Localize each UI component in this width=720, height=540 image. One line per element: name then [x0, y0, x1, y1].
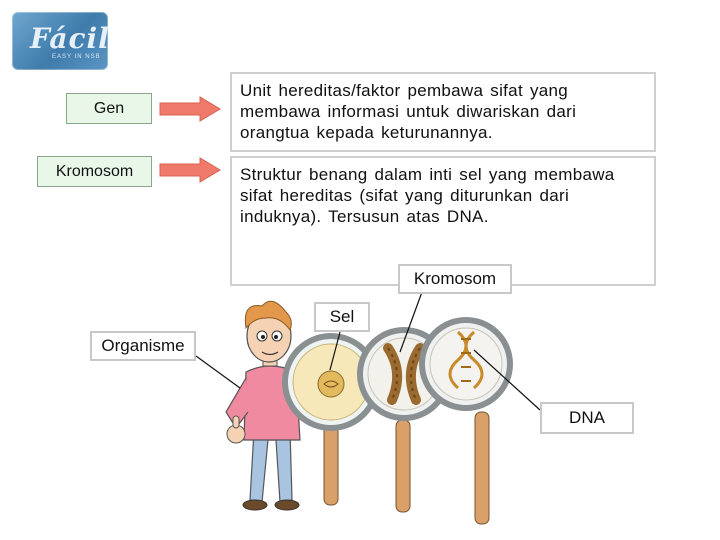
arrow-gen — [160, 97, 220, 121]
arrow-kromosom — [160, 158, 220, 182]
label-organisme: Organisme — [90, 331, 196, 361]
leader-organisme — [196, 356, 240, 388]
logo-subtitle: EASY IN NSB — [52, 54, 101, 60]
definition-gen: Unit hereditas/faktor pembawa sifat yang membawa informasi untuk diwariskan dari orangtua kepada keturunannya. — [230, 72, 656, 152]
logo-word: Fácil — [30, 22, 110, 55]
term-kromosom: Kromosom — [37, 156, 152, 187]
term-gen: Gen — [66, 93, 152, 124]
label-kromosom: Kromosom — [398, 264, 512, 294]
label-dna: DNA — [540, 402, 634, 434]
magnifier-dna — [422, 320, 510, 524]
label-sel: Sel — [314, 302, 370, 332]
definition-kromosom: Struktur benang dalam inti sel yang membawa sifat hereditas (sifat yang diturunkan dari induknya). Tersusun atas DNA. — [230, 156, 656, 286]
